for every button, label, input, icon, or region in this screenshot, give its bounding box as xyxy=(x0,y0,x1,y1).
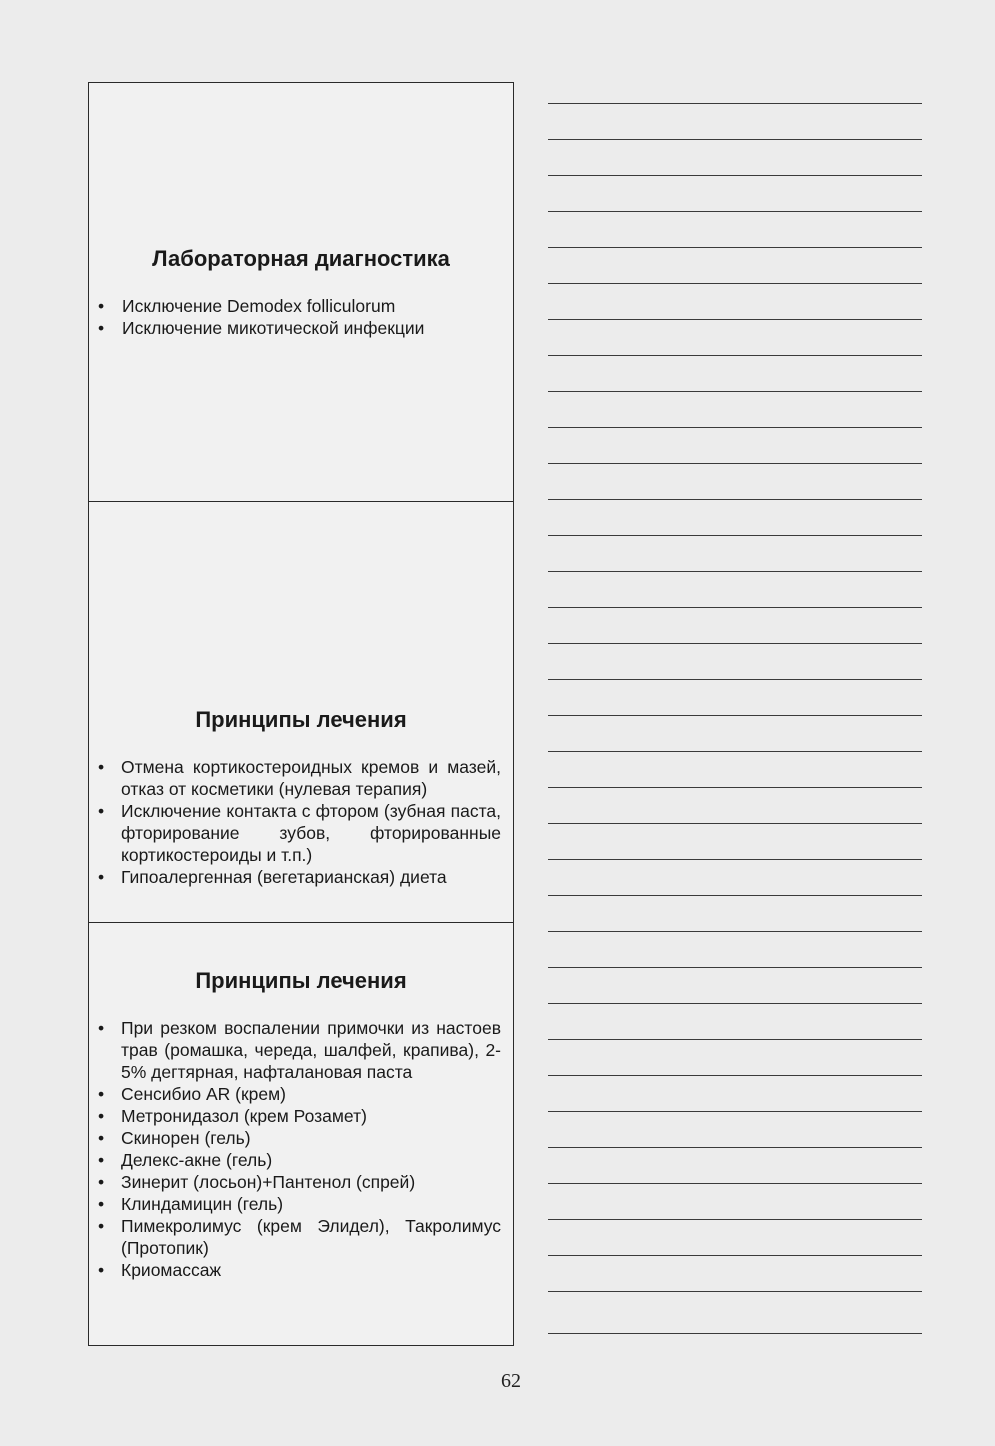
bullet-text: Клиндамицин (гель) xyxy=(121,1194,284,1214)
bullet-icon: • xyxy=(98,1194,105,1214)
bullet-icon: • xyxy=(98,1106,105,1126)
note-line xyxy=(548,103,922,104)
note-line xyxy=(548,1075,922,1076)
bullet-list xyxy=(89,295,513,339)
note-line xyxy=(548,139,922,140)
bullet-item xyxy=(89,1083,513,1105)
note-line xyxy=(548,1255,922,1256)
note-line xyxy=(548,1003,922,1004)
bullet-item xyxy=(89,1171,513,1193)
bullet-icon: • xyxy=(98,1260,105,1280)
bullet-icon: • xyxy=(98,296,105,316)
bullet-text: Исключение Demodex folliculorum xyxy=(122,296,396,316)
bullet-item xyxy=(89,1193,513,1215)
note-line xyxy=(548,1333,922,1334)
bullet-icon: • xyxy=(98,757,105,777)
bullet-icon: • xyxy=(98,1018,105,1038)
slide-treatment-principles-2 xyxy=(89,922,513,1345)
note-line xyxy=(548,463,922,464)
note-line xyxy=(548,823,922,824)
note-line xyxy=(548,679,922,680)
bullet-item xyxy=(89,295,513,317)
note-line xyxy=(548,211,922,212)
note-line xyxy=(548,895,922,896)
slide-title: Принципы лечения xyxy=(195,968,407,993)
note-line xyxy=(548,535,922,536)
note-line xyxy=(548,175,922,176)
bullet-list xyxy=(89,756,513,888)
bullet-icon: • xyxy=(98,1172,105,1192)
bullet-item xyxy=(89,1149,513,1171)
note-line xyxy=(548,427,922,428)
bullet-icon: • xyxy=(98,1216,105,1236)
slide-title: Лабораторная диагностика xyxy=(152,246,450,271)
note-line xyxy=(548,967,922,968)
bullet-icon: • xyxy=(98,801,105,821)
note-line xyxy=(548,1147,922,1148)
bullet-text: Пимекролимус (крем Элидел), Такролимус (Протопик) xyxy=(121,1216,501,1258)
bullet-list xyxy=(89,1017,513,1281)
note-line xyxy=(548,391,922,392)
bullet-text: Делекс-акне (гель) xyxy=(121,1150,273,1170)
bullet-text: При резком воспалении примочки из настоев трав (ромашка, череда, шалфей, крапива), 2-5% дегтярная, нафталановая паста xyxy=(121,1018,501,1082)
note-line xyxy=(548,787,922,788)
bullet-text: Исключение микотической инфекции xyxy=(122,318,425,338)
note-line xyxy=(548,499,922,500)
page-number: 62 xyxy=(501,1370,521,1392)
bullet-text: Сенсибио AR (крем) xyxy=(121,1084,286,1104)
note-line xyxy=(548,247,922,248)
note-line xyxy=(548,607,922,608)
notes-lines xyxy=(548,0,922,1446)
bullet-text: Скинорен (гель) xyxy=(121,1128,251,1148)
note-line xyxy=(548,1291,922,1292)
bullet-text: Отмена кортикостероидных кремов и мазей, отказ от косметики (нулевая терапия) xyxy=(121,757,501,799)
note-line xyxy=(548,751,922,752)
bullet-icon: • xyxy=(98,1128,105,1148)
note-line xyxy=(548,1183,922,1184)
bullet-item xyxy=(89,317,513,339)
note-line xyxy=(548,1111,922,1112)
note-line xyxy=(548,571,922,572)
bullet-icon: • xyxy=(98,1084,105,1104)
note-line xyxy=(548,319,922,320)
slide-treatment-principles-1 xyxy=(89,501,513,922)
slides-panel xyxy=(88,82,514,1346)
bullet-text: Зинерит (лосьон)+Пантенол (спрей) xyxy=(121,1172,416,1192)
note-line xyxy=(548,715,922,716)
bullet-item xyxy=(89,866,513,888)
note-line xyxy=(548,1039,922,1040)
bullet-item xyxy=(89,756,513,800)
note-line xyxy=(548,859,922,860)
bullet-icon: • xyxy=(98,867,105,887)
bullet-text: Криомассаж xyxy=(121,1260,222,1280)
note-line xyxy=(548,1219,922,1220)
note-line xyxy=(548,931,922,932)
note-line xyxy=(548,283,922,284)
bullet-item xyxy=(89,1017,513,1083)
bullet-text: Метронидазол (крем Розамет) xyxy=(121,1106,367,1126)
bullet-icon: • xyxy=(98,1150,105,1170)
bullet-item xyxy=(89,1105,513,1127)
bullet-icon: • xyxy=(98,318,105,338)
slide-title: Принципы лечения xyxy=(195,707,407,732)
bullet-item xyxy=(89,800,513,866)
slide-laboratory-diagnostics xyxy=(89,83,513,501)
bullet-text: Гипоалергенная (вегетарианская) диета xyxy=(121,867,447,887)
note-line xyxy=(548,643,922,644)
bullet-item xyxy=(89,1215,513,1259)
bullet-item xyxy=(89,1259,513,1281)
bullet-text: Исключение контакта с фтором (зубная паста, фторирование зубов, фторированные кортикостероиды и т.п.) xyxy=(121,801,501,865)
note-line xyxy=(548,355,922,356)
bullet-item xyxy=(89,1127,513,1149)
